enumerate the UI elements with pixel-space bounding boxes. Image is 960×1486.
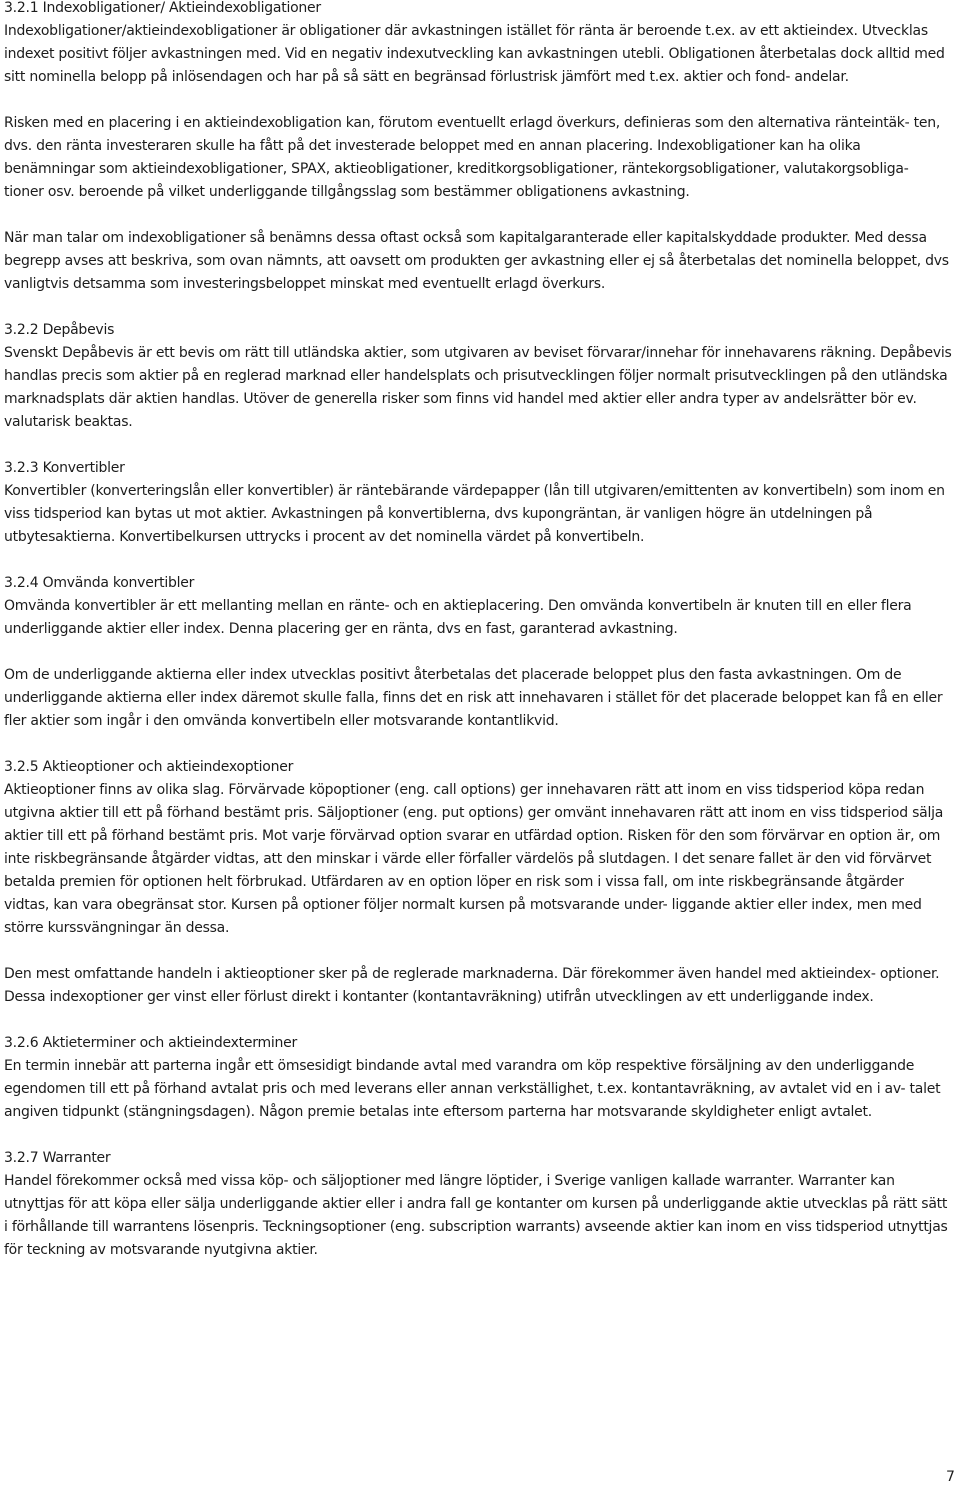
section-depabevis [4, 319, 952, 434]
paragraph-depabevis: Svenskt Depåbevis är ett bevis om rätt till utländska aktier, som utgivaren av beviset förvarar/innehar för innehavarens räkning. Depåbevis handlas precis som aktier på en reglerad marknad eller handelsplats och prisutvecklingen följer normalt prisutvecklingen på den utländska marknadsplats där aktien handlas. Utöver de generella risker som finns vid handel med aktier eller andra typer av andelsrätter bör ev. valutarisk beaktas. [4, 345, 952, 430]
heading-3-2-6: 3.2.6 Aktieterminer och aktieindexterminer [4, 1035, 298, 1051]
page-number: 7 [946, 1469, 955, 1485]
heading-3-2-5: 3.2.5 Aktieoptioner och aktieindexoptioner [4, 759, 294, 775]
section-indexobligationer [4, 0, 952, 296]
paragraph-indexobligationer-kapitalskydd: När man talar om indexobligationer så benämns dessa oftast också som kapitalgaranterade eller kapitalskyddade produkter. Med dessa begrepp avses att beskriva, som ovan nämnts, att oavsett om produkten ger avkastning eller ej så återbetalas det nominella beloppet, dvs vanligtvis detsamma som investeringsbeloppet minskat med eventuellt erlagd överkurs. [4, 230, 949, 292]
section-aktieterminer [4, 1032, 952, 1124]
paragraph-indexobligationer-definition: Indexobligationer/aktieindexobligationer är obligationer där avkastningen istället för ränta är beroende t.ex. av ett aktieindex. Utvecklas indexet positivt följer avkastningen med. Vid en negativ indexutveckling kan avkastningen utebli. Obligationen återbetalas dock alltid med sitt nominella belopp på inlösendagen och har på så sätt en begränsad förlustrisk jämfört med t.ex. aktier och fond- andelar. [4, 23, 945, 85]
paragraph-warranter: Handel förekommer också med vissa köp- och säljoptioner med längre löptider, i Sverige vanligen kallade warranter. Warranter kan utnyttjas för att köpa eller sälja underliggande aktier eller i andra fall ge kontanter om kursen på underliggande aktie utvecklas på rätt sätt i förhållande till warrantens lösenpris. Teckningsoptioner (eng. subscription warrants) avseende aktier kan inom en viss tidsperiod utnyttjas för teckning av motsvarande nyutgivna aktier. [4, 1173, 948, 1258]
heading-3-2-4: 3.2.4 Omvända konvertibler [4, 575, 195, 591]
paragraph-konvertibler: Konvertibler (konverteringslån eller konvertibler) är räntebärande värdepapper (lån till utgivaren/emittenten av konvertibeln) som inom en viss tidsperiod kan bytas ut mot aktier. Avkastningen på konvertiblerna, dvs kupongräntan, är vanligen högre än utdelningen på utbytesaktierna. Konvertibelkursen uttrycks i procent av det nominella värdet på konvertibeln. [4, 483, 945, 545]
section-konvertibler [4, 457, 952, 549]
paragraph-aktieoptioner-definition: Aktieoptioner finns av olika slag. Förvärvade köpoptioner (eng. call options) ger innehavaren rätt att inom en viss tidsperiod köpa redan utgivna aktier till ett på förhand bestämt pris. Säljoptioner (eng. put options) ger omvänt innehavaren rätt att inom en viss tidsperiod sälja aktier till ett på förhand bestämt pris. Mot varje förvärvad option svarar en utfärdad option. Risken för den som förvärvar en option är, om inte riskbegränsande åtgärder vidtas, att den minskar i värde eller förfaller värdelös på slutdagen. I det senare fallet är den vid förvärvet betalda premien för optionen helt förbrukad. Utfärdaren av en option löper en risk som i vissa fall, om inte riskbegränsande åtgärder vidtas, kan vara obegränsat stor. Kursen på optioner följer normalt kursen på motsvarande under- liggande aktier eller index, men med större kurssvängningar än dessa. [4, 782, 944, 936]
section-warranter [4, 1147, 952, 1262]
section-omvanda-konvertibler [4, 572, 952, 733]
heading-3-2-7: 3.2.7 Warranter [4, 1150, 111, 1166]
paragraph-omvanda-konvertibler-risk: Om de underliggande aktierna eller index utvecklas positivt återbetalas det placerade beloppet plus den fasta avkastningen. Om de underliggande aktierna eller index däremot skulle falla, finns det en risk att innehavaren i stället för det placerade beloppet kan få en eller fler aktier som ingår i den omvända konvertibeln eller motsvarande kontantlikvid. [4, 667, 943, 729]
paragraph-indexobligationer-risk: Risken med en placering i en aktieindexobligation kan, förutom eventuellt erlagd överkurs, definieras som den alternativa ränteintäk- ten, dvs. den ränta investeraren skulle ha fått på det investerade beloppet med en annan placering. Indexobligationer kan ha olika benämningar som aktieindexobligationer, SPAX, aktieobligationer, kreditkorgsobligationer, räntekorgsobligationer, valutakorgsobliga- tioner osv. beroende på vilket underliggande tillgångsslag som bestämmer obligationens avkastning. [4, 115, 941, 200]
paragraph-omvanda-konvertibler-definition: Omvända konvertibler är ett mellanting mellan en ränte- och en aktieplacering. Den omvända konvertibeln är knuten till en eller flera underliggande aktier eller index. Denna placering ger en ränta, dvs en fast, garanterad avkastning. [4, 598, 912, 637]
section-aktieoptioner [4, 756, 952, 1009]
heading-3-2-1: 3.2.1 Indexobligationer/ Aktieindexobligationer [4, 0, 321, 16]
document-page [4, 0, 952, 1262]
paragraph-aktieindexoptioner: Den mest omfattande handeln i aktieoptioner sker på de reglerade marknaderna. Där förekommer även handel med aktieindex- optioner. Dessa indexoptioner ger vinst eller förlust direkt i kontanter (kontantavräkning) utifrån utvecklingen av ett underliggande index. [4, 966, 940, 1005]
heading-3-2-3: 3.2.3 Konvertibler [4, 460, 125, 476]
heading-3-2-2: 3.2.2 Depåbevis [4, 322, 115, 338]
paragraph-aktieterminer: En termin innebär att parterna ingår ett ömsesidigt bindande avtal med varandra om köp respektive försäljning av den underliggande egendomen till ett på förhand avtalat pris och med leverans eller annan verkställighet, t.ex. kontantavräkning, av avtalet vid en i av- talet angiven tidpunkt (stängningsdagen). Någon premie betalas inte eftersom parterna har motsvarande skyldigheter enligt avtalet. [4, 1058, 941, 1120]
